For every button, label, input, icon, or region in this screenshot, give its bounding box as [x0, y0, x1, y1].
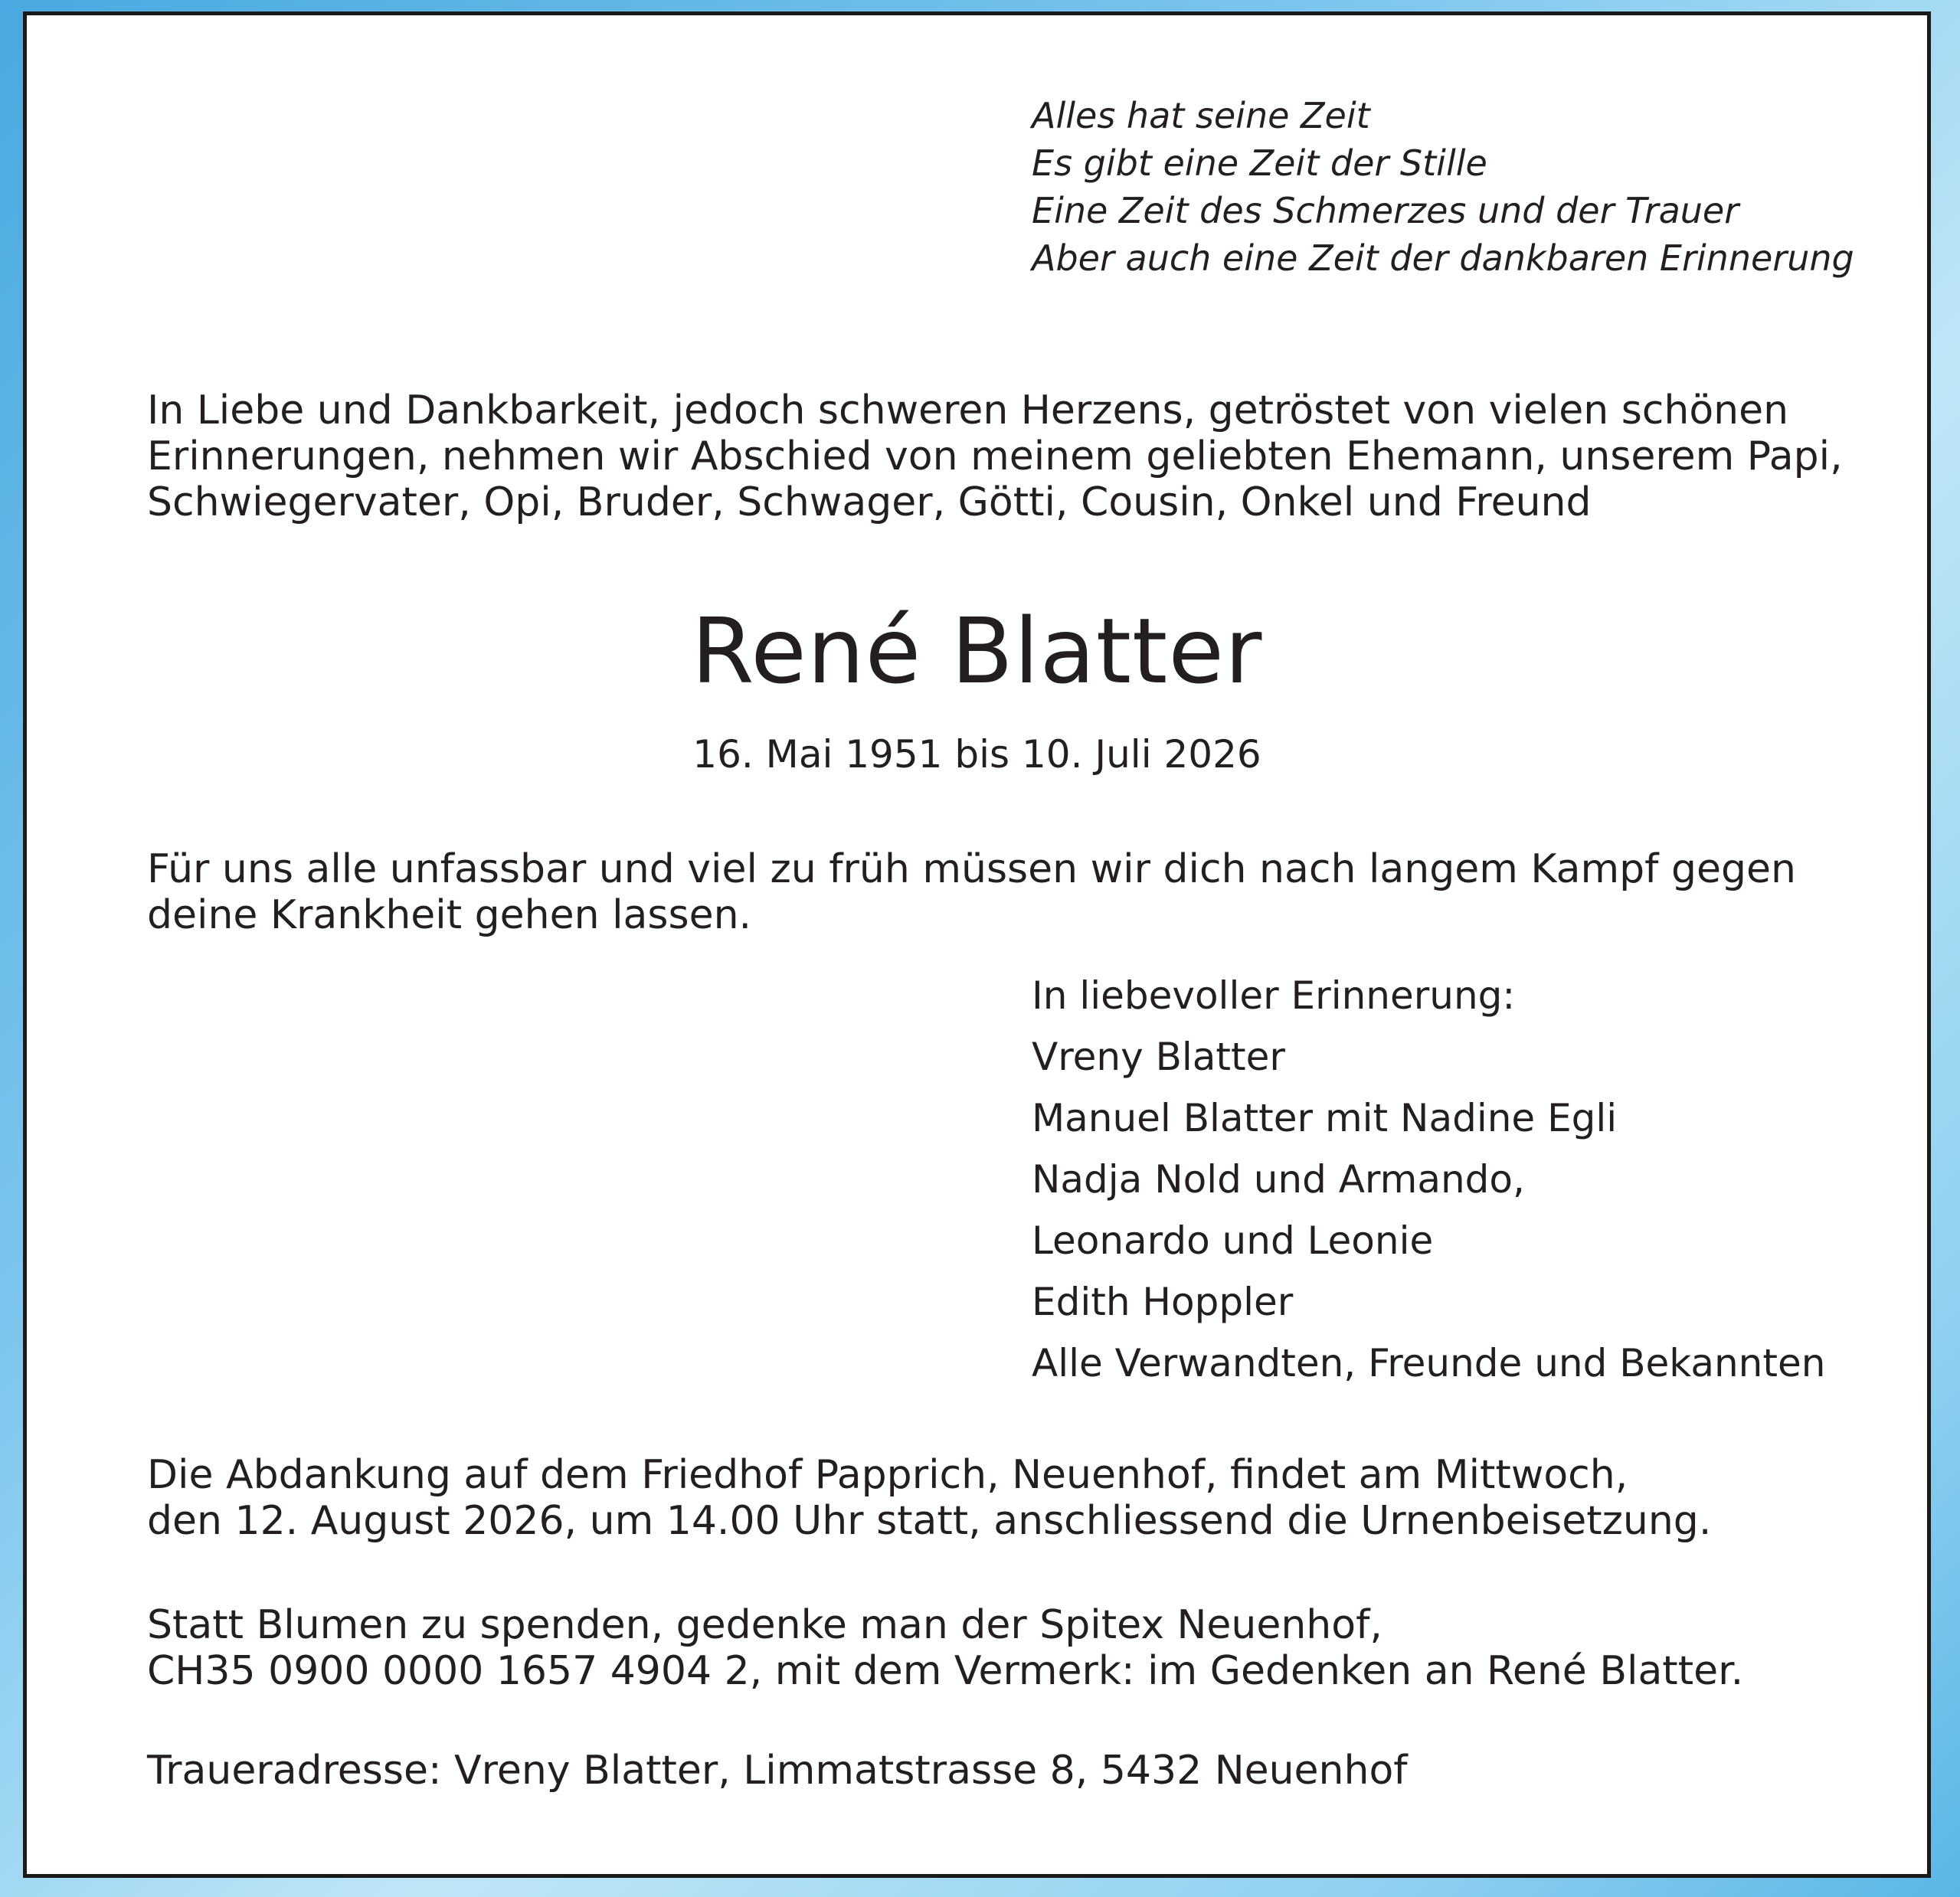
- mourner-name: Leonardo und Leonie: [1032, 1218, 1434, 1263]
- donation-paragraph: [147, 1602, 1743, 1694]
- poem-line: Aber auch eine Zeit der dankbaren Erinnerung: [1032, 237, 1854, 279]
- poem: [1032, 92, 1854, 282]
- life-dates: 16. Mai 1951 bis 10. Juli 2026: [692, 732, 1261, 777]
- service-line: den 12. August 2026, um 14.00 Uhr statt, anschliessend die Urnenbeisetzung.: [147, 1498, 1712, 1544]
- mourning-address: [147, 1748, 1408, 1794]
- service-line: Die Abdankung auf dem Friedhof Papprich, Neuenhof, findet am Mittwoch,: [147, 1452, 1628, 1498]
- message-line: Für uns alle unfassbar und viel zu früh müssen wir dich nach langem Kampf gegen: [147, 846, 1796, 892]
- mourner-name: Vreny Blatter: [1032, 1035, 1285, 1079]
- obituary-card: [23, 11, 1931, 1878]
- intro-line: Erinnerungen, nehmen wir Abschied von meinem geliebten Ehemann, unserem Papi,: [147, 433, 1843, 479]
- intro-line: Schwiegervater, Opi, Bruder, Schwager, Götti, Cousin, Onkel und Freund: [147, 479, 1592, 525]
- mourner-name: Manuel Blatter mit Nadine Egli: [1032, 1096, 1618, 1140]
- mourners-list: [1032, 965, 1825, 1394]
- message-line: deine Krankheit gehen lassen.: [147, 892, 752, 938]
- intro-paragraph: [147, 388, 1843, 525]
- deceased-name: René Blatter: [691, 598, 1263, 704]
- mourner-name: Nadja Nold und Armando,: [1032, 1157, 1525, 1202]
- poem-line: Eine Zeit des Schmerzes und der Trauer: [1032, 190, 1739, 231]
- donation-line: Statt Blumen zu spenden, gedenke man der Spitex Neuenhof,: [147, 1602, 1382, 1648]
- service-paragraph: [147, 1452, 1711, 1544]
- mourner-name: Alle Verwandten, Freunde und Bekannten: [1032, 1341, 1826, 1385]
- poem-line: Es gibt eine Zeit der Stille: [1032, 142, 1487, 184]
- address-line: Traueradresse: Vreny Blatter, Limmatstrasse 8, 5432 Neuenhof: [147, 1748, 1408, 1794]
- mourner-name: Edith Hoppler: [1032, 1280, 1294, 1324]
- message-paragraph: [147, 846, 1796, 938]
- donation-line: CH35 0900 0000 1657 4904 2, mit dem Vermerk: im Gedenken an René Blatter.: [147, 1648, 1744, 1694]
- intro-line: In Liebe und Dankbarkeit, jedoch schweren Herzens, getröstet von vielen schönen: [147, 388, 1789, 433]
- poem-line: Alles hat seine Zeit: [1032, 95, 1370, 136]
- mourners-heading: In liebevoller Erinnerung:: [1032, 973, 1516, 1018]
